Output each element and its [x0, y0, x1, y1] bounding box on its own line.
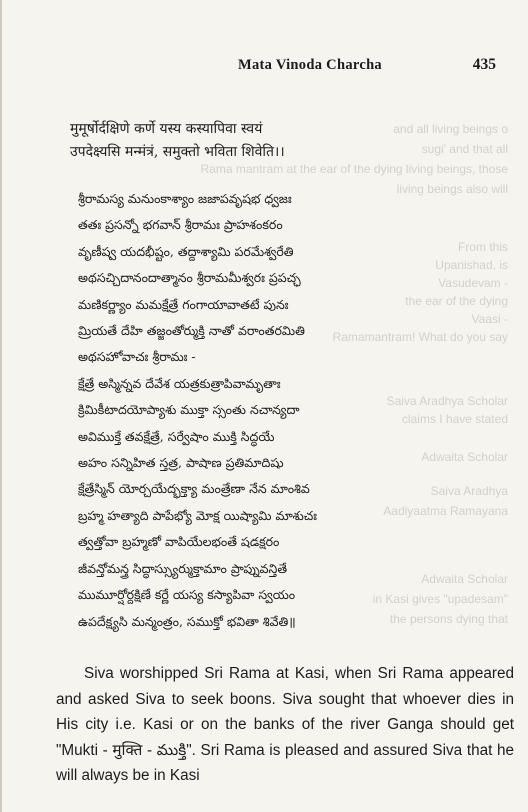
- sanskrit-verse: [70, 118, 510, 164]
- verse-line: క్రిమికీటాదయోప్యాశు ముక్తా స్సంతు నచాన్యదా: [78, 402, 300, 418]
- bleed-line: From this: [457, 240, 508, 254]
- verse-line: బ్రహ్మ హత్యాది పాపేభ్యో మోక్ష యిష్యామి మాశుచః: [78, 507, 318, 523]
- bleed-line: in Kasi gives "upadesam": [372, 592, 508, 606]
- verse-line: క్షేత్రే అస్మిన్నవ దేవేశ యత్రకుత్రాపివామృతాః: [78, 375, 281, 391]
- verse-line: उपदेक्ष्यसि मन्मंत्रं, समुक्तो भविता शिवेति।।: [70, 144, 285, 160]
- verse-line: అవిముక్తే తవక్షేత్రే, సర్వేషాం ముక్తి సిద్ధయే: [78, 428, 275, 444]
- page-edge-shadow: [0, 0, 2, 812]
- bleed-line: the ear of the dying: [405, 294, 508, 308]
- verse-line: మ్రియతే దేహి తజ్జంతోర్ముక్తి నాతో వరాంతరమితి: [78, 323, 305, 339]
- bleed-line: the persons dying that: [389, 612, 508, 626]
- verse-line: శ్రీరామస్య మనుంకాశ్యాం జజాపవృషభ ధ్వజః: [78, 191, 292, 206]
- verse-line: త్వత్తోవా బ్రహ్మణో వాపియేలభంతే షడక్షరం: [78, 534, 280, 550]
- bleed-line: Saiva Aradhya Scholar: [386, 394, 508, 408]
- bleed-line: living beings also will: [396, 182, 508, 196]
- bleed-line: Ramamantram! What do you say: [332, 330, 508, 344]
- bleed-line: and all living beings o: [393, 122, 508, 136]
- bleed-line: Saiva Aradhya: [430, 484, 508, 498]
- bleed-line: Rama mantram at the ear of the dying living beings, those: [200, 162, 508, 176]
- bleed-line: Adwaita Scholar: [421, 450, 508, 464]
- verse-line: అథసచ్చిదానందాత్మానం శ్రీరామమీశ్వరః ప్రపచ్ఛ: [78, 270, 301, 286]
- verse-line: అథసహోవాచః శ్రీరామః -: [78, 349, 196, 365]
- bleed-line: Aadiyaatma Ramayana: [383, 504, 508, 518]
- page-number: 435: [472, 56, 496, 73]
- verse-line: మణికర్ణ్యాం మమక్షేత్రే గంగాయావాతటే పునః: [78, 296, 289, 312]
- verse-line: ముమూర్షోర్దక్షిణే కర్ణే యస్య కస్యాపివా స్వయం: [78, 587, 296, 603]
- bleed-line: Adwaita Scholar: [421, 572, 508, 586]
- telugu-verse: [78, 186, 518, 635]
- verse-line: తతః ప్రసన్నో భగవాన్ శ్రీరామః ప్రాహశంకరం: [78, 217, 283, 233]
- verse-line: క్షేత్రేస్మిన్ యోర్చయేద్భక్త్యా మంత్రేణా నేన మాంశివ: [78, 481, 310, 497]
- verse-line: జీవన్తోమన్త్ర సిద్ధాస్స్యుర్ముక్తామాం ప్రాప్నువన్తితే: [78, 560, 288, 576]
- bleed-line: Vaasi -: [471, 312, 508, 326]
- bleed-line: sugi' and that all: [421, 142, 508, 156]
- verse-line: అహం సన్నిహిత స్తత్ర, పాషాణ ప్రతిమాదిషు: [78, 455, 284, 471]
- bleed-line: claims I have stated: [401, 412, 508, 426]
- verse-line: వృణీష్వ యదభీష్టం, తద్దాశ్యామి పరమేశ్వరేతి: [78, 243, 294, 259]
- running-header-title: Mata Vinoda Charcha: [237, 57, 382, 73]
- bleed-line: Vasudevam -: [438, 276, 508, 290]
- verse-line: ఉపదేక్ష్యసి మన్మంత్రం, సముక్తో భవితా శివేతి॥: [78, 613, 296, 629]
- english-paragraph: Siva worshipped Sri Rama at Kasi, when Sri Rama appeared and asked Siva to seek boons. Siva sought that whoever dies in His city i.e. Kasi or on the banks of the river Ganga should get "Mukti - मुक्ति - ముక్తి". Sri Rama is pleased and assured Siva that he will always be in Kasi: [56, 665, 514, 784]
- verse-line: मुमूर्षोर्दक्षिणे कर्णे यस्य कस्यापिवा स्वयं: [70, 121, 263, 137]
- bleed-line: Upanishad, is: [435, 258, 508, 272]
